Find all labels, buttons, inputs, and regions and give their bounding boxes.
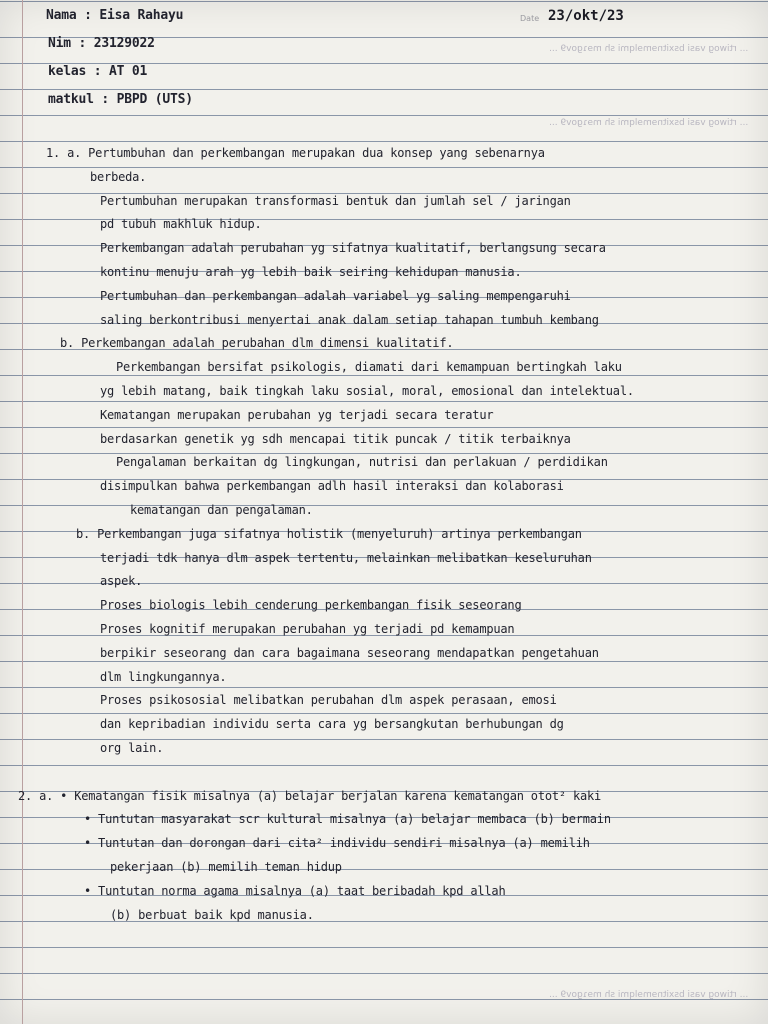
answer-line: berdasarkan genetik yg sdh mencapai titik puncak / titik terbaiknya bbox=[100, 431, 571, 446]
course-line bbox=[48, 92, 768, 118]
answer-line: berpikir seseorang dan cara bagaimana seseorang mendapatkan pengetahuan bbox=[100, 645, 599, 660]
answer-line: Perkembangan bersifat psikologis, diamati dari kemampuan bertingkah laku bbox=[116, 360, 622, 375]
answer-line: Pengalaman berkaitan dg lingkungan, nutrisi dan perlakuan / perdidikan bbox=[116, 455, 608, 470]
answer-line: b. Perkembangan adalah perubahan dlm dimensi kualitatif. bbox=[60, 336, 454, 351]
answer-line: 1. a. Pertumbuhan dan perkembangan merupakan dua konsep yang sebenarnya bbox=[46, 146, 545, 160]
nim-text: Nim : 23129022 bbox=[48, 36, 155, 51]
answer-line: pd tubuh makhluk hidup. bbox=[100, 217, 262, 232]
answer-line: pekerjaan (b) memilih teman hidup bbox=[110, 860, 342, 874]
answer-line: Proses kognitif merupakan perubahan yg terjadi pd kemampuan bbox=[100, 622, 515, 636]
class-line bbox=[48, 64, 768, 90]
name-line bbox=[46, 8, 768, 34]
class-text: kelas : AT 01 bbox=[48, 64, 148, 79]
answer-line: Proses psikososial melibatkan perubahan dlm aspek perasaan, emosi bbox=[100, 693, 557, 708]
answer-line: Kematangan merupakan perubahan yg terjadi secara teratur bbox=[100, 407, 494, 422]
answer-line: yg lebih matang, baik tingkah laku sosial, moral, emosional dan intelektual. bbox=[100, 384, 634, 398]
date-value: 23/okt/23 bbox=[548, 8, 624, 24]
bleed-through-text: ... rtiwog vasi bsxitnɘmɘlqmi sh mɘɿgov9 ... bbox=[548, 44, 748, 54]
name-text: Nama : Eisa Rahayu bbox=[46, 8, 184, 23]
answer-line bbox=[100, 931, 768, 957]
answer-line: • Tuntutan masyarakat scr kultural misalnya (a) belajar membaca (b) bermain bbox=[84, 812, 611, 827]
answer-line: Perkembangan adalah perubahan yg sifatnya kualitatif, berlangsung secara bbox=[100, 241, 606, 256]
answer-line: disimpulkan bahwa perkembangan adlh hasil interaksi dan kolaborasi bbox=[100, 479, 564, 494]
answer-line: aspek. bbox=[100, 574, 143, 589]
course-text: matkul : PBPD (UTS) bbox=[48, 92, 193, 107]
answer-line: org lain. bbox=[100, 741, 164, 755]
answer-line: dlm lingkungannya. bbox=[100, 669, 227, 684]
answer-line: terjadi tdk hanya dlm aspek tertentu, melainkan melibatkan keseluruhan bbox=[100, 550, 592, 565]
margin-line bbox=[22, 0, 23, 1024]
answer-line: b. Perkembangan juga sifatnya holistik (menyeluruh) artinya perkembangan bbox=[76, 526, 582, 541]
bleed-through-text: ... rtiwog vasi bsxitnɘmɘlqmi sh mɘɿgov9 ... bbox=[548, 990, 748, 1000]
answer-line: 2. a. • Kematangan fisik misalnya (a) belajar berjalan karena kematangan otot² kaki bbox=[18, 788, 602, 803]
answer-line bbox=[100, 765, 768, 791]
answer-line: • Tuntutan norma agama misalnya (a) taat beribadah kpd allah bbox=[84, 883, 506, 898]
answer-line: Pertumbuhan merupakan transformasi bentuk dan jumlah sel / jaringan bbox=[100, 193, 571, 208]
answer-line: kematangan dan pengalaman. bbox=[130, 503, 313, 517]
answer-line: Pertumbuhan dan perkembangan adalah variabel yg saling mempengaruhi bbox=[100, 288, 571, 303]
answer-line: dan kepribadian individu serta cara yg bersangkutan berhubungan dg bbox=[100, 717, 564, 732]
answer-line: kontinu menuju arah yg lebih baik seiring kehidupan manusia. bbox=[100, 265, 522, 279]
answer-line: saling berkontribusi menyertai anak dalam setiap tahapan tumbuh kembang bbox=[100, 312, 599, 327]
answer-line: berbeda. bbox=[90, 169, 147, 184]
date-label: Date bbox=[520, 14, 540, 23]
answer-line bbox=[100, 955, 768, 981]
bleed-through-text: ... rtiwog vasi bsxitnɘmɘlqmi sh mɘɿgov9 ... bbox=[548, 118, 748, 128]
answer-line: Proses biologis lebih cenderung perkembangan fisik seseorang bbox=[100, 598, 522, 613]
answer-line: (b) berbuat baik kpd manusia. bbox=[110, 907, 314, 922]
answer-line: • Tuntutan dan dorongan dari cita² individu sendiri misalnya (a) memilih bbox=[84, 836, 590, 851]
